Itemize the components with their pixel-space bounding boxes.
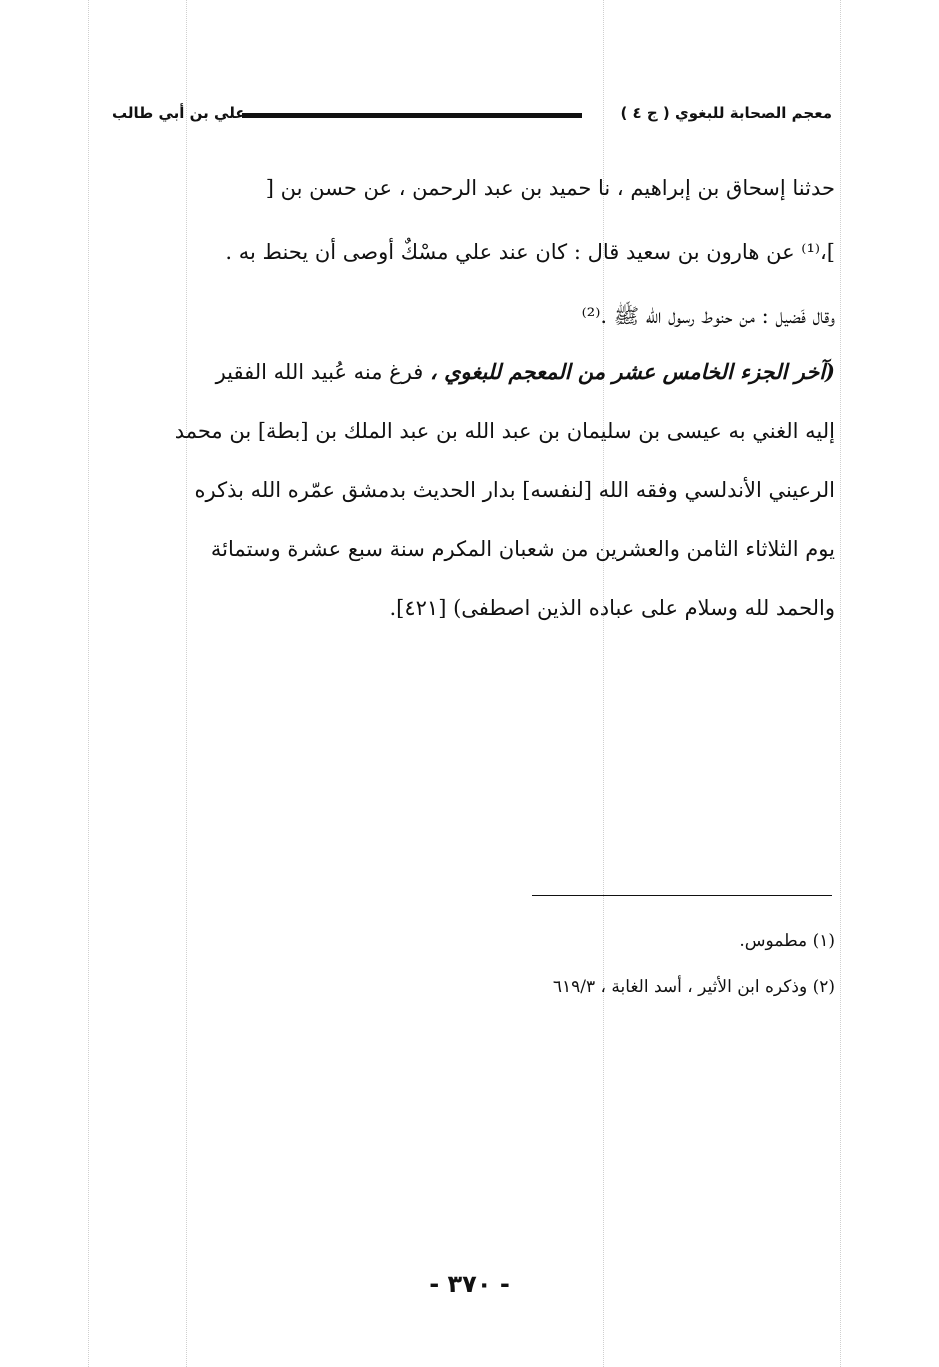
colophon-italic-heading: (آخر الجزء الخامس عشر من المعجم للبغوي ، (430, 359, 835, 384)
footnote-item (300, 964, 835, 1010)
text-line (120, 342, 835, 402)
text-line: حدثنا إسحاق بن إبراهيم ، نا حميد بن عبد الرحمن ، عن حسن بن [ (265, 176, 835, 200)
text-line: ]،⁽¹⁾ عن هارون بن سعيد قال : كان عند علي مسْكٌ أوصى أن يحنط به . (225, 240, 835, 264)
header-rule (242, 113, 582, 118)
scan-guide-line (88, 0, 89, 1367)
colophon-paragraph (120, 342, 835, 638)
text-line: وقال فَضيل : من حنوط رسول الله ﷺ .⁽²⁾ (581, 304, 835, 328)
hadith-paragraph (120, 156, 835, 348)
footnote-marker: (٢) (812, 977, 835, 997)
footnote-text: وذكره ابن الأثير ، أسد الغابة ، ٦١٩/٣ (552, 977, 808, 997)
footnotes (300, 918, 835, 1010)
footnote-marker: (١) (812, 931, 835, 951)
text-line: يوم الثلاثاء الثامن والعشرين من شعبان المكرم سنة سبع عشرة وستمائة (210, 537, 835, 561)
scan-guide-line (840, 0, 841, 1367)
book-title: معجم الصحابة للبغوي ( ج ٤ ) (620, 104, 832, 122)
footnote-rule (532, 895, 832, 896)
text-line: إليه الغني به عيسى بن سليمان بن عبد الله بن عبد الملك بن [بطة] بن محمد (174, 419, 835, 443)
section-title: علي بن أبي طالب (112, 104, 246, 122)
footnote-item (300, 918, 835, 964)
running-header (112, 98, 832, 132)
footnote-text: مطموس. (739, 931, 808, 951)
page-number: - ٣٧٠ - (429, 1270, 510, 1298)
text-line: الرعيني الأندلسي وفقه الله [لنفسه] بدار الحديث بدمشق عمّره الله بذكره (194, 478, 835, 502)
colophon-text: فرغ منه عُبيد الله الفقير (215, 360, 431, 384)
text-line: والحمد لله وسلام على عباده الذين اصطفى) [٤٢١]. (389, 596, 835, 620)
